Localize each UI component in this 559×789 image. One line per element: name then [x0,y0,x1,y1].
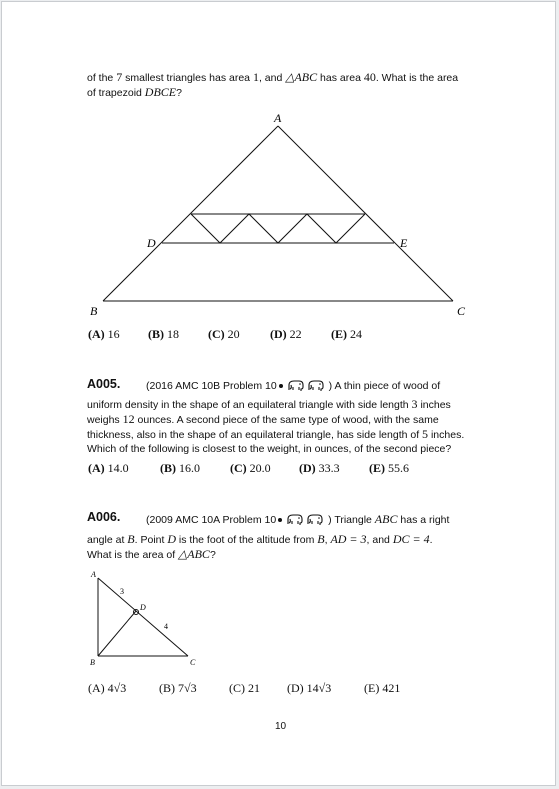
label-c: C [190,658,196,667]
text: . [429,534,433,546]
math: 5 [422,427,429,441]
elephant-icon [305,513,325,527]
text: has area [317,72,364,84]
source-text: (2009 AMC 10A Problem 10 [146,514,277,526]
text: is the foot of the altitude from [176,534,318,546]
choice-c: (C) 20 [208,327,240,341]
text: , and [366,534,393,546]
choice-d: (D) 22 [270,327,302,341]
choice-c: (C) 21 [229,681,260,695]
label-c: C [457,304,466,318]
a005-line-4 [87,427,464,442]
label-d: D [140,603,146,612]
page-number: 10 [275,721,287,732]
text: A thin piece of wood of [334,379,441,392]
bullet-icon [279,384,283,388]
problem-a006-source [146,512,449,527]
choice-d: (D) 33.3 [299,461,340,475]
math: △ABC [178,547,210,561]
math: 1 [252,70,259,84]
a005-line-2 [87,397,451,412]
zigzag [191,214,365,243]
label-a: A [91,570,96,579]
text: What is the area of [87,549,179,561]
math: 3 [411,397,418,411]
document-page [1,1,556,786]
text: . Point [134,534,168,546]
label-ad: 3 [120,587,124,596]
math: AD = 3 [330,532,367,546]
text: ? [176,87,182,99]
choice-e: (E) 421 [364,681,401,695]
choice-b: (B) 7√3 [159,681,197,695]
text: angle at [87,534,128,546]
text: . What is the area [375,72,459,84]
text: Triangle [334,514,375,526]
text: smallest triangles has area [122,72,253,84]
choice-e: (E) 24 [331,327,362,341]
text: weighs [87,414,123,426]
side-ac [98,578,188,656]
label-b: B [90,658,95,667]
math: D [167,532,176,546]
label-b: B [90,304,98,318]
elephant-icon [285,513,305,527]
problem-a006-id: A006. [87,510,121,524]
choice-a: (A) 16 [88,327,120,341]
text: , and [258,72,286,84]
label-e: E [400,236,408,250]
math: 7 [116,70,123,84]
choice-a: (A) 14.0 [88,461,129,475]
math: ABC [374,512,398,526]
source-close: ) [328,514,332,526]
a005-line-3 [87,412,439,427]
text: ounces. A second piece of the same type of wood, with the same [134,414,439,426]
text: ? [209,549,216,561]
math: 40 [363,70,376,84]
label-a: A [274,111,282,125]
text: , [324,534,331,546]
a006-line-3 [87,547,216,562]
right-triangle-figure [2,567,557,687]
problem-a005-id: A005. [87,377,121,391]
choice-e: (E) 55.6 [369,461,409,475]
a005-line-5: Which of the following is closest to the weight, in ounces, of the second piece? [87,443,452,455]
math: DBCE [144,85,177,99]
math: 12 [122,412,135,426]
label-dc: 4 [164,622,168,631]
choice-a: (A) 4√3 [88,681,127,695]
label-d: D [147,236,156,250]
choice-b: (B) 16.0 [160,461,200,475]
text: of trapezoid [87,87,145,99]
choice-d: (D) 14√3 [287,681,332,695]
elephant-icon [306,379,326,393]
elephant-icon [286,379,306,393]
choice-b: (B) 18 [148,327,179,341]
text: of the [87,72,117,84]
math: DC = 4 [392,532,430,546]
math: △ABC [285,70,318,84]
text: thickness, also in the shape of an equilateral triangle, has side length of [87,429,423,441]
math: B [317,532,325,546]
text: inches [417,399,451,411]
a006-line-2 [87,532,433,547]
altitude-bd [98,611,136,656]
text: inches. [428,429,465,441]
source-text: (2016 AMC 10B Problem 10 [146,379,277,392]
trapezoid-figure [2,2,557,332]
math: B [127,532,135,546]
problem-a005-source [146,379,440,393]
text: uniform density in the shape of an equilateral triangle with side length [87,399,412,411]
source-close: ) [328,379,333,392]
text: has a right [397,514,450,526]
choice-c: (C) 20.0 [230,461,271,475]
bullet-icon [278,518,282,522]
